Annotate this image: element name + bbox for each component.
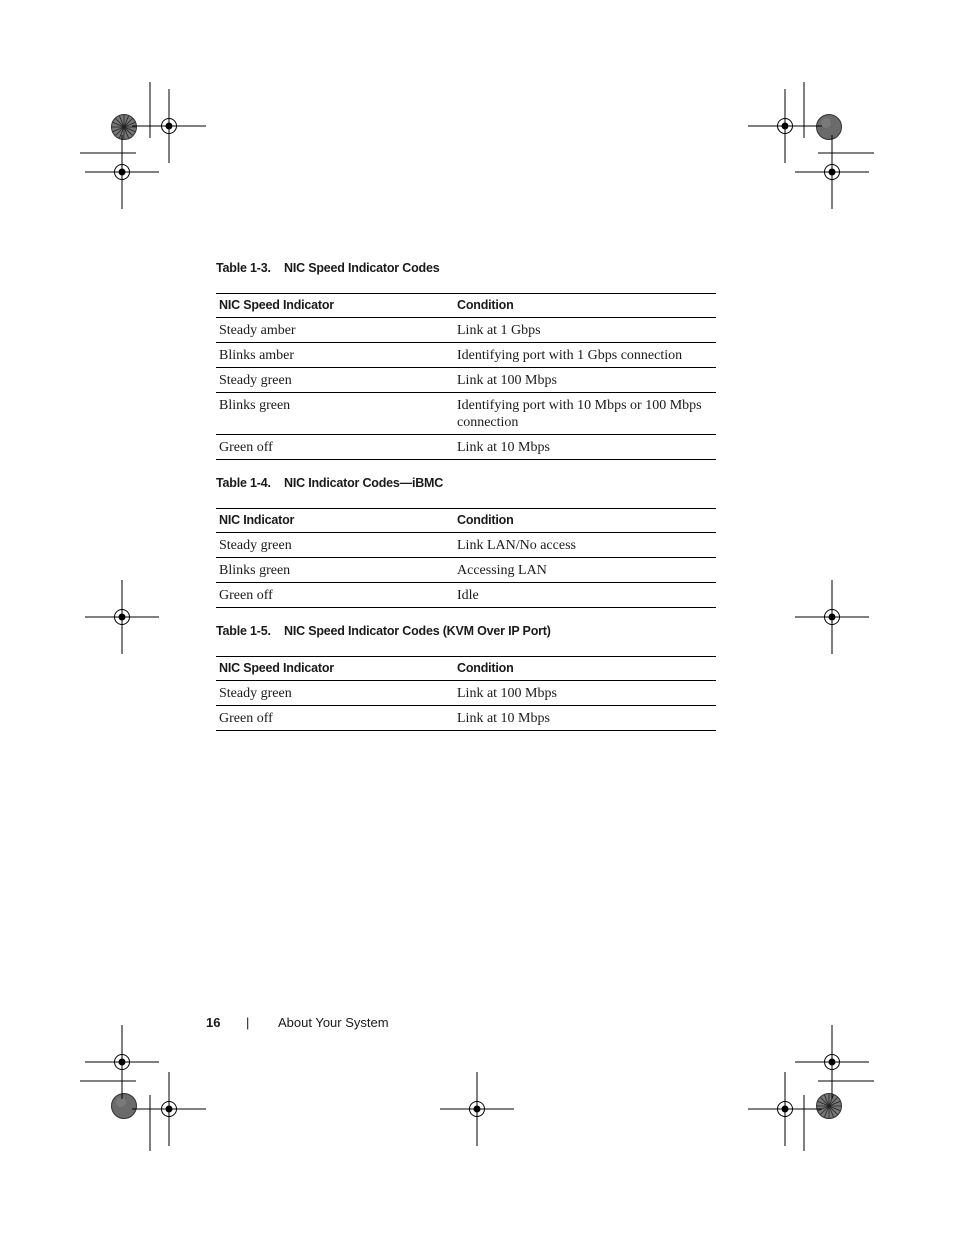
table-cell: Steady green	[216, 533, 454, 558]
table-cell: Accessing LAN	[454, 558, 716, 583]
table-caption-number: Table 1-3.	[216, 261, 271, 275]
table-row	[216, 533, 716, 558]
table-cell: Link LAN/No access	[454, 533, 716, 558]
table-cell: Green off	[216, 706, 454, 731]
footer-separator: |	[246, 1015, 250, 1030]
table-cell: Link at 10 Mbps	[454, 435, 716, 460]
table-cell: Steady green	[216, 368, 454, 393]
nic-speed-indicator-table	[216, 293, 716, 460]
table-caption	[216, 261, 439, 275]
table-caption	[216, 476, 443, 490]
table-row	[216, 558, 716, 583]
table-row	[216, 583, 716, 608]
table-header-row	[216, 657, 716, 681]
column-header: Condition	[454, 509, 716, 533]
table-cell: Steady amber	[216, 318, 454, 343]
table-row	[216, 343, 716, 368]
table-row	[216, 435, 716, 460]
table-cell: Link at 10 Mbps	[454, 706, 716, 731]
table-cell: Steady green	[216, 681, 454, 706]
table-caption-title: NIC Indicator Codes—iBMC	[284, 476, 444, 490]
table-row	[216, 318, 716, 343]
table-caption-title: NIC Speed Indicator Codes (KVM Over IP Port)	[284, 624, 551, 638]
table-cell: Blinks green	[216, 558, 454, 583]
table-cell: Link at 1 Gbps	[454, 318, 716, 343]
table-cell: Link at 100 Mbps	[454, 681, 716, 706]
table-cell: Identifying port with 1 Gbps connection	[454, 343, 716, 368]
nic-indicator-ibmc-table	[216, 508, 716, 608]
table-cell: Blinks green	[216, 393, 454, 435]
table-caption	[216, 624, 551, 638]
page-number: 16	[206, 1015, 221, 1030]
column-header: NIC Speed Indicator	[216, 657, 454, 681]
column-header: NIC Indicator	[216, 509, 454, 533]
table-row	[216, 393, 716, 435]
table-row	[216, 368, 716, 393]
table-caption-title: NIC Speed Indicator Codes	[284, 261, 440, 275]
column-header: Condition	[454, 657, 716, 681]
table-cell: Idle	[454, 583, 716, 608]
table-header-row	[216, 509, 716, 533]
table-row	[216, 706, 716, 731]
column-header: NIC Speed Indicator	[216, 294, 454, 318]
table-cell: Green off	[216, 583, 454, 608]
section-title: About Your System	[278, 1015, 389, 1030]
table-caption-number: Table 1-4.	[216, 476, 271, 490]
table-cell: Blinks amber	[216, 343, 454, 368]
table-cell: Link at 100 Mbps	[454, 368, 716, 393]
table-row	[216, 681, 716, 706]
nic-speed-kvm-table	[216, 656, 716, 731]
table-cell: Green off	[216, 435, 454, 460]
table-header-row	[216, 294, 716, 318]
table-cell: Identifying port with 10 Mbps or 100 Mbps connection	[454, 393, 716, 435]
table-caption-number: Table 1-5.	[216, 624, 271, 638]
column-header: Condition	[454, 294, 716, 318]
